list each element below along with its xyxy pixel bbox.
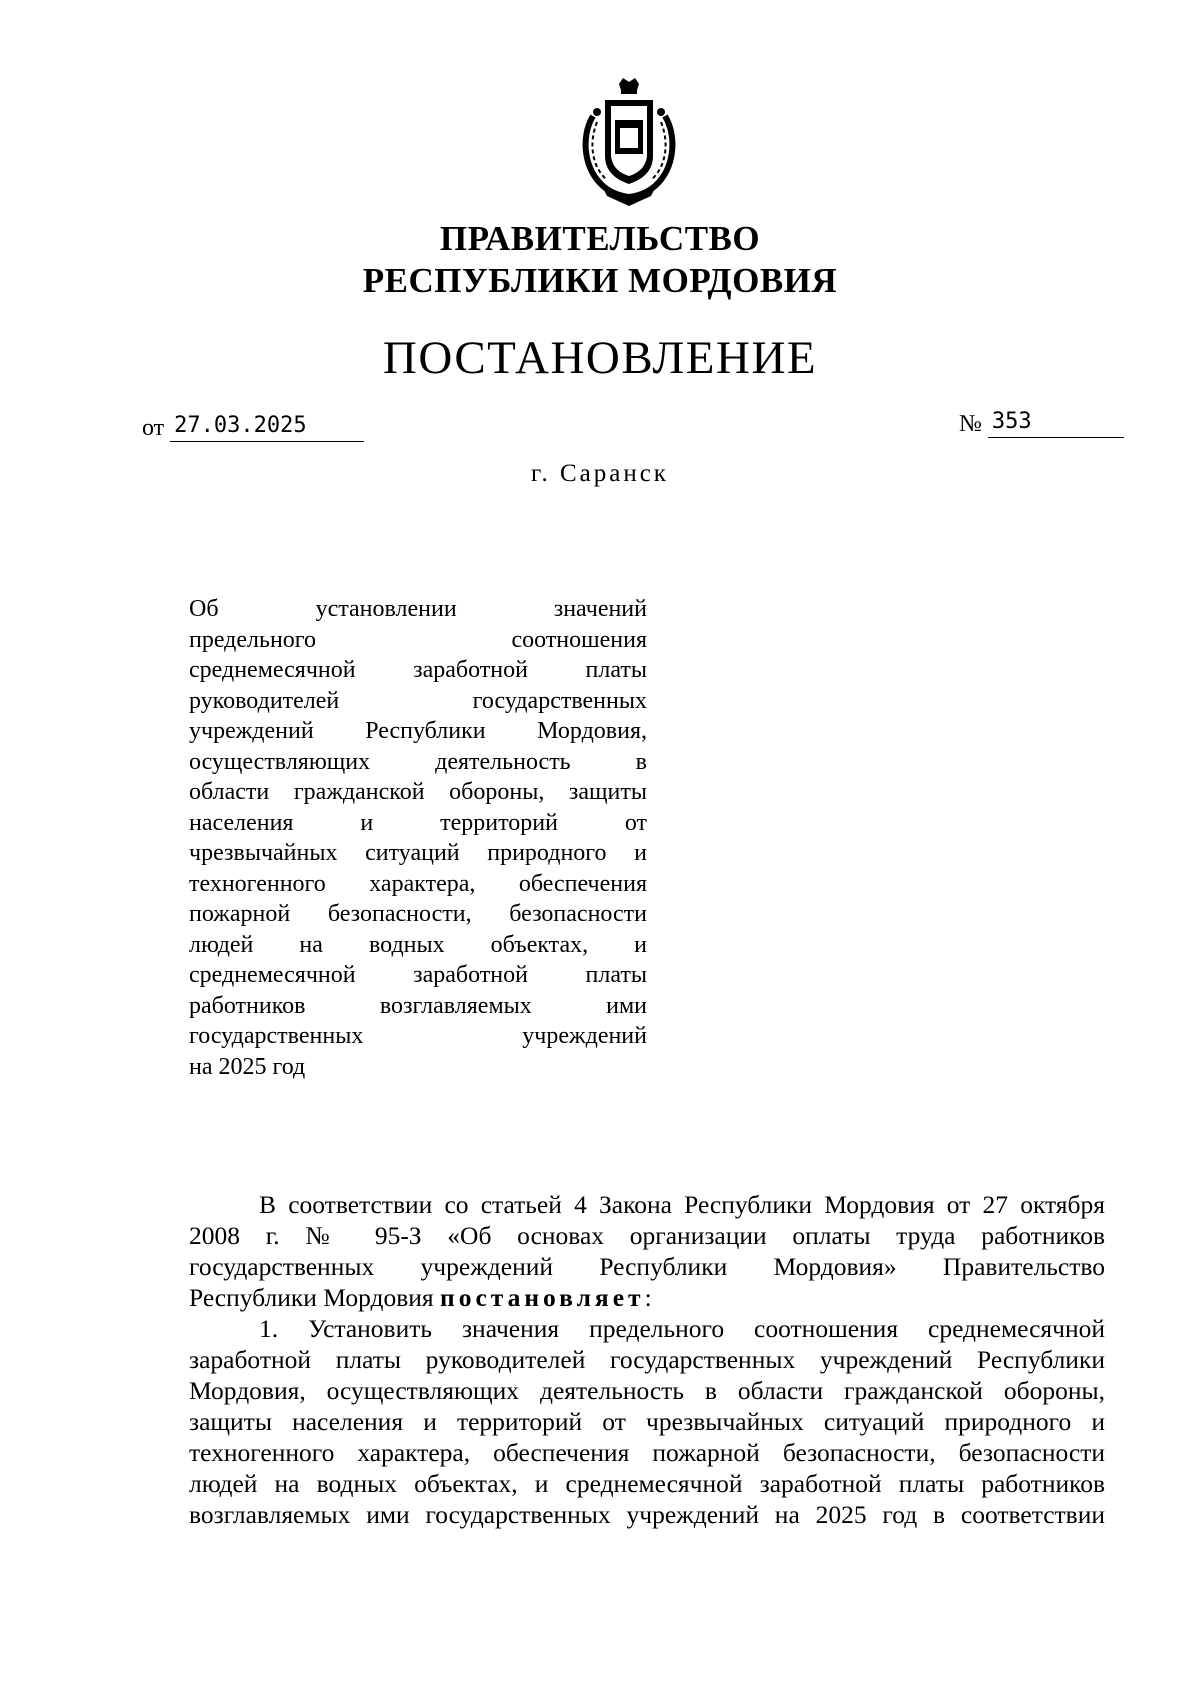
title-line: на 2025 год <box>189 1053 306 1080</box>
resolution-word: постановляет <box>440 1283 645 1312</box>
body-line: возглавляемых ими государственных учреждений на 2025 год в соответствии <box>189 1500 1105 1529</box>
title-line: области гражданской обороны, защиты <box>189 779 647 805</box>
title-line: чрезвычайных ситуаций природного и <box>189 840 647 866</box>
resolution-suffix: : <box>644 1283 652 1312</box>
number-field <box>959 408 1124 438</box>
title-line: пожарной безопасности, безопасности <box>189 901 647 927</box>
organization-name-line2: РЕСПУБЛИКИ МОРДОВИЯ <box>362 261 838 300</box>
title-line: учреждений Республики Мордовия, <box>189 718 647 744</box>
title-line: Об установлении значений <box>189 596 647 622</box>
title-line: руководителей государственных <box>189 687 647 714</box>
organization-name-line1: ПРАВИТЕЛЬСТВО <box>439 219 761 258</box>
title-line: среднемесячной заработной платы <box>189 657 647 683</box>
document-type-title: ПОСТАНОВЛЕНИЕ <box>382 332 818 384</box>
title-line: предельного соотношения <box>189 626 647 653</box>
document-subject-title <box>189 594 647 1082</box>
number-label: № <box>959 411 982 437</box>
number-value: 353 <box>988 408 1124 438</box>
title-line: техногенного характера, обеспечения <box>189 870 647 897</box>
body-line: Мордовия, осуществляющих деятельность в области гражданской обороны, <box>189 1376 1105 1405</box>
body-line: техногенного характера, обеспечения пожарной безопасности, безопасности <box>189 1438 1105 1467</box>
title-line: государственных учреждений <box>189 1023 647 1049</box>
date-value: 27.03.2025 <box>170 412 364 442</box>
title-line: населения и территорий от <box>189 809 647 836</box>
title-line: среднемесячной заработной платы <box>189 962 647 988</box>
body-line-resolution <box>189 1282 1105 1313</box>
body-line: людей на водных объектах, и среднемесячной заработной платы работников <box>189 1469 1105 1498</box>
title-line: работников возглавляемых ими <box>189 992 647 1019</box>
date-label: от <box>142 415 165 441</box>
document-body <box>189 1189 1105 1530</box>
body-line: защиты населения и территорий от чрезвычайных ситуаций природного и <box>189 1407 1105 1436</box>
body-line: государственных учреждений Республики Мордовия» Правительство <box>189 1252 1105 1281</box>
title-line: людей на водных объектах, и <box>189 931 647 958</box>
resolution-prefix: Республики Мордовия <box>189 1283 441 1312</box>
date-field <box>142 412 364 442</box>
body-line: 1. Установить значения предельного соотношения среднемесячной <box>259 1314 1105 1343</box>
body-line: В соответствии со статьей 4 Закона Республики Мордовия от 27 октября <box>259 1190 1105 1219</box>
body-line: заработной платы руководителей государственных учреждений Республики <box>189 1345 1105 1374</box>
body-line: 2008 г. № 95-З «Об основах организации оплаты труда работников <box>189 1221 1105 1250</box>
title-line: осуществляющих деятельность в <box>189 748 647 775</box>
coat-of-arms-emblem <box>573 76 685 206</box>
city-name: г. Саранск <box>531 460 669 487</box>
